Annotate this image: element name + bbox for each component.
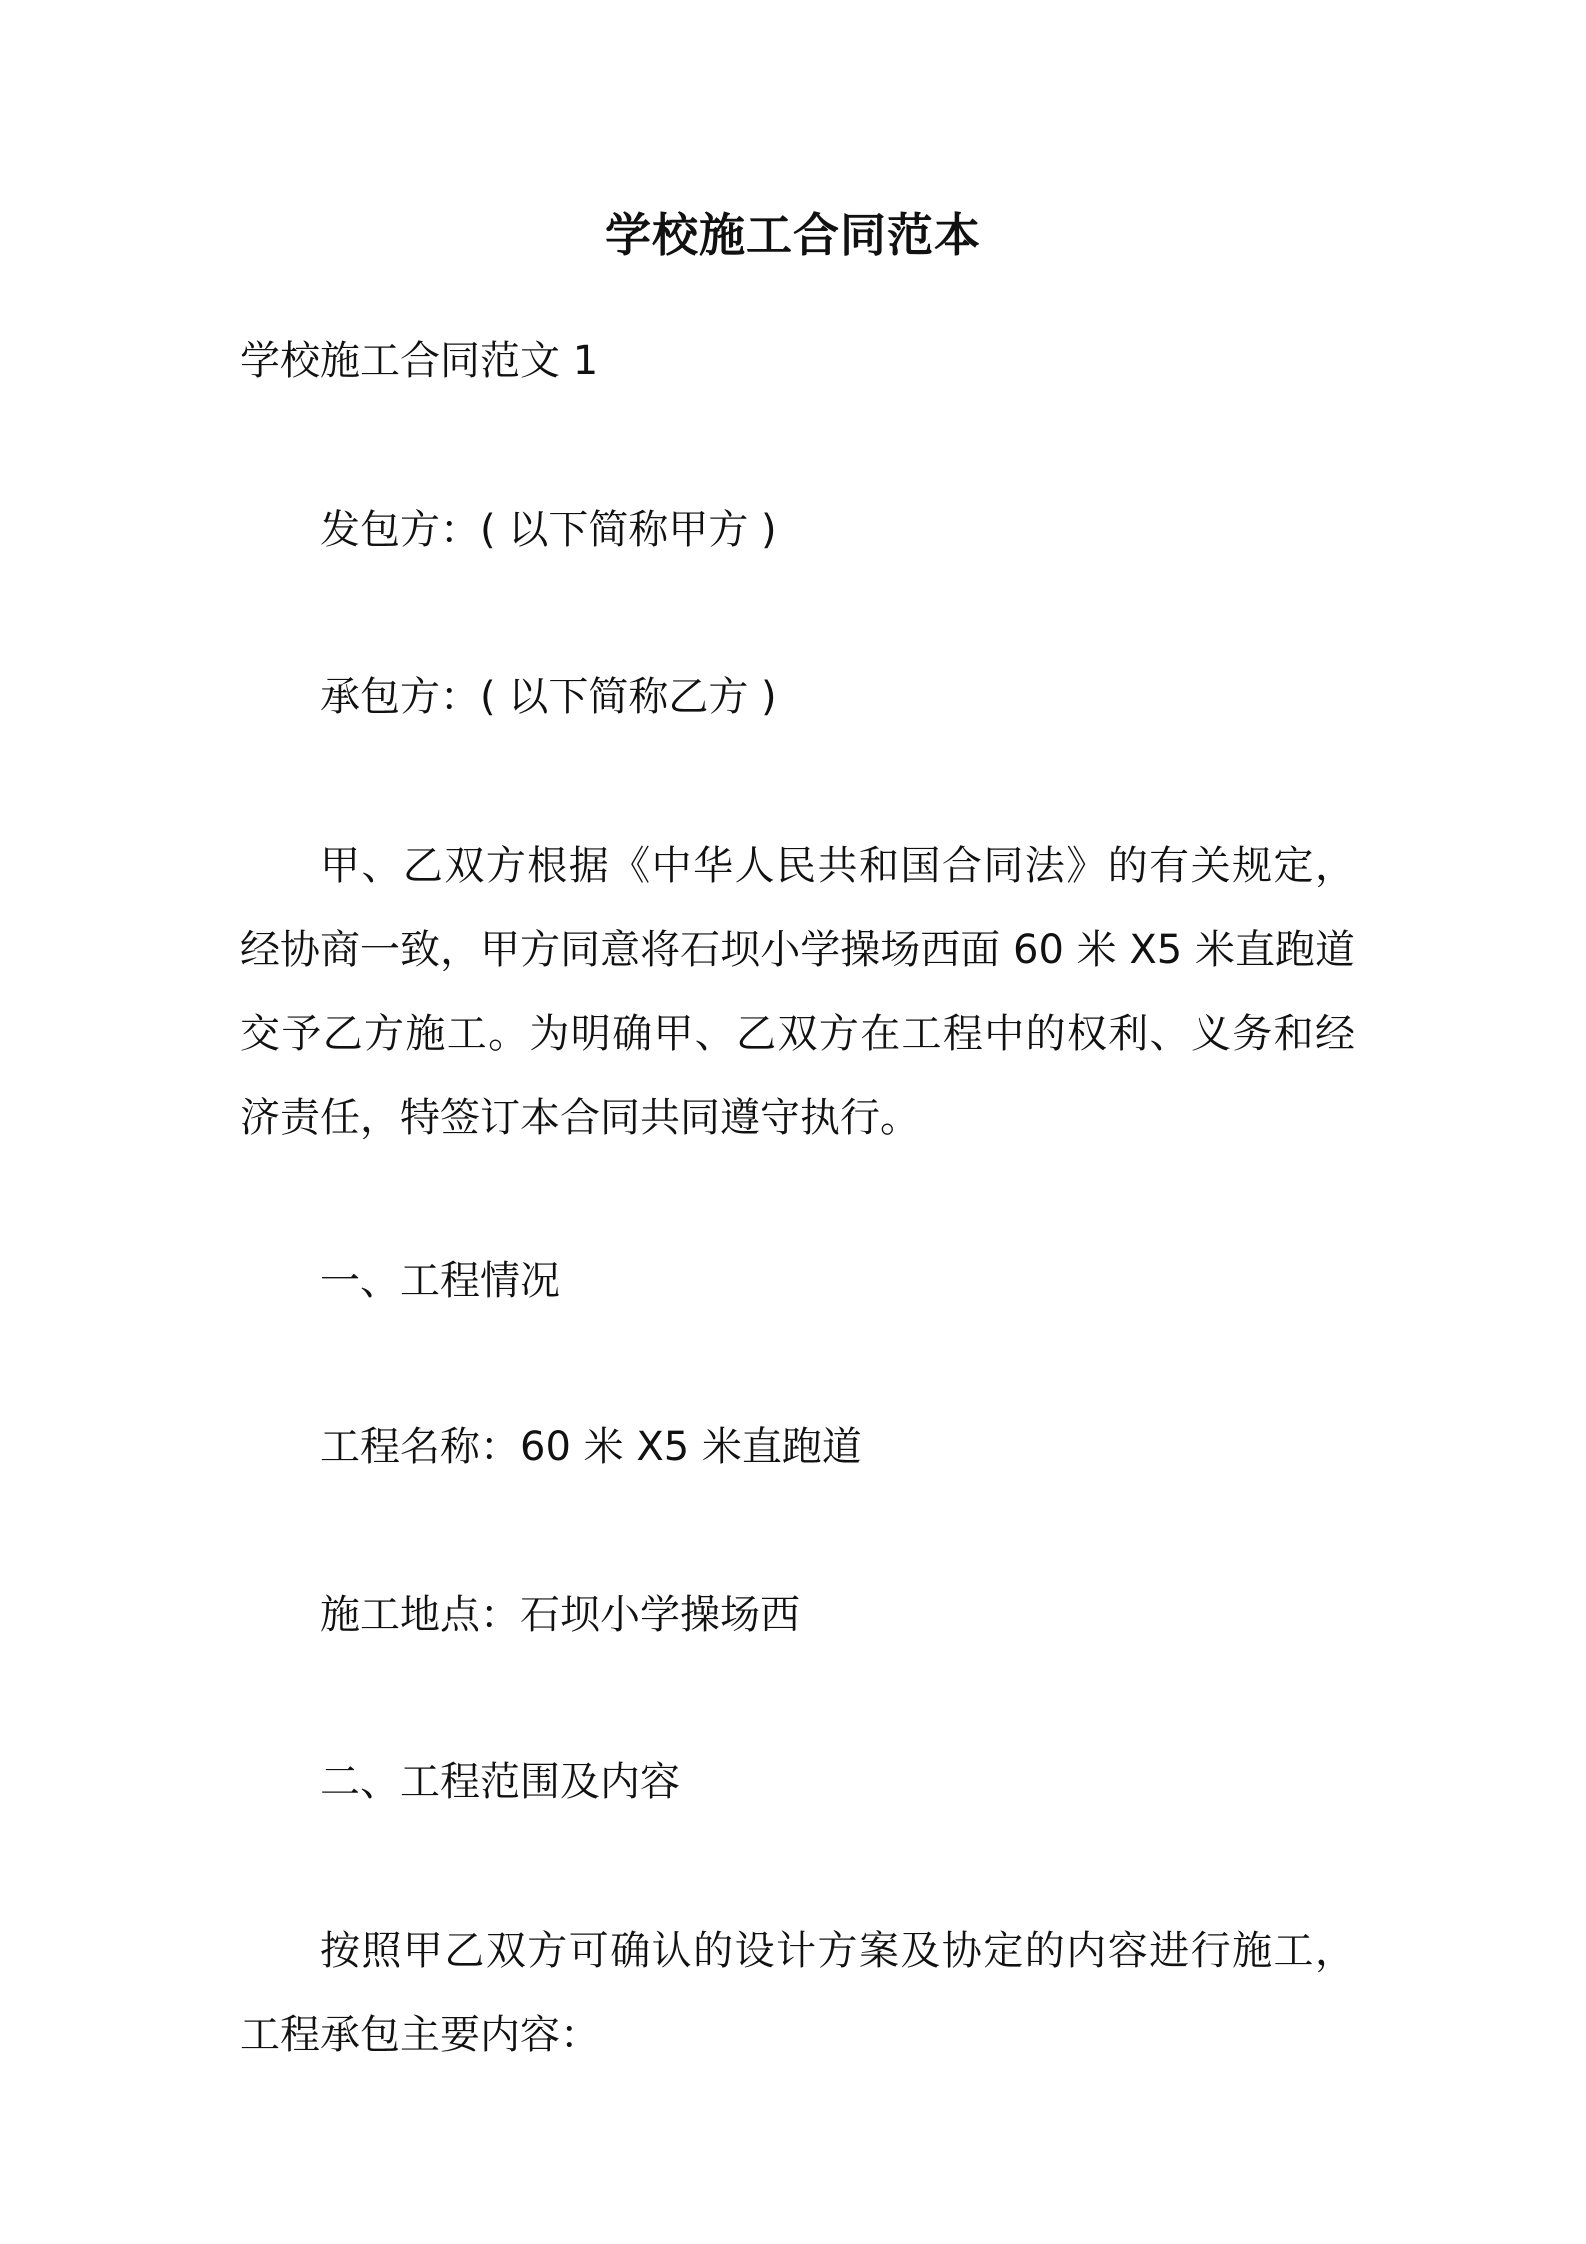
document-title: 学校施工合同范本: [605, 208, 981, 262]
project-location-line: 施工地点：石坝小学操场西: [320, 1592, 800, 1638]
project-name-line: 工程名称：60 米 X5 米直跑道: [320, 1424, 862, 1470]
section-heading-2: 二、工程范围及内容: [320, 1759, 680, 1805]
intro-paragraph: 甲、乙双方根据《中华人民共和国合同法》的有关规定，经协商一致，甲方同意将石坝小学操场西面 60 米 X5 米直跑道交予乙方施工。为明确甲、乙双方在工程中的权利、义务和经济责任，特签订本合同共同遵守执行。: [240, 843, 1355, 1141]
section-heading-1: 一、工程情况: [320, 1258, 560, 1304]
party-a-line: 发包方：( 以下简称甲方 ): [320, 507, 777, 553]
party-b-line: 承包方：( 以下简称乙方 ): [320, 674, 777, 720]
scope-paragraph: 按照甲乙双方可确认的设计方案及协定的内容进行施工，工程承包主要内容：: [240, 1928, 1355, 2058]
document-subtitle: 学校施工合同范文 1: [240, 338, 599, 384]
